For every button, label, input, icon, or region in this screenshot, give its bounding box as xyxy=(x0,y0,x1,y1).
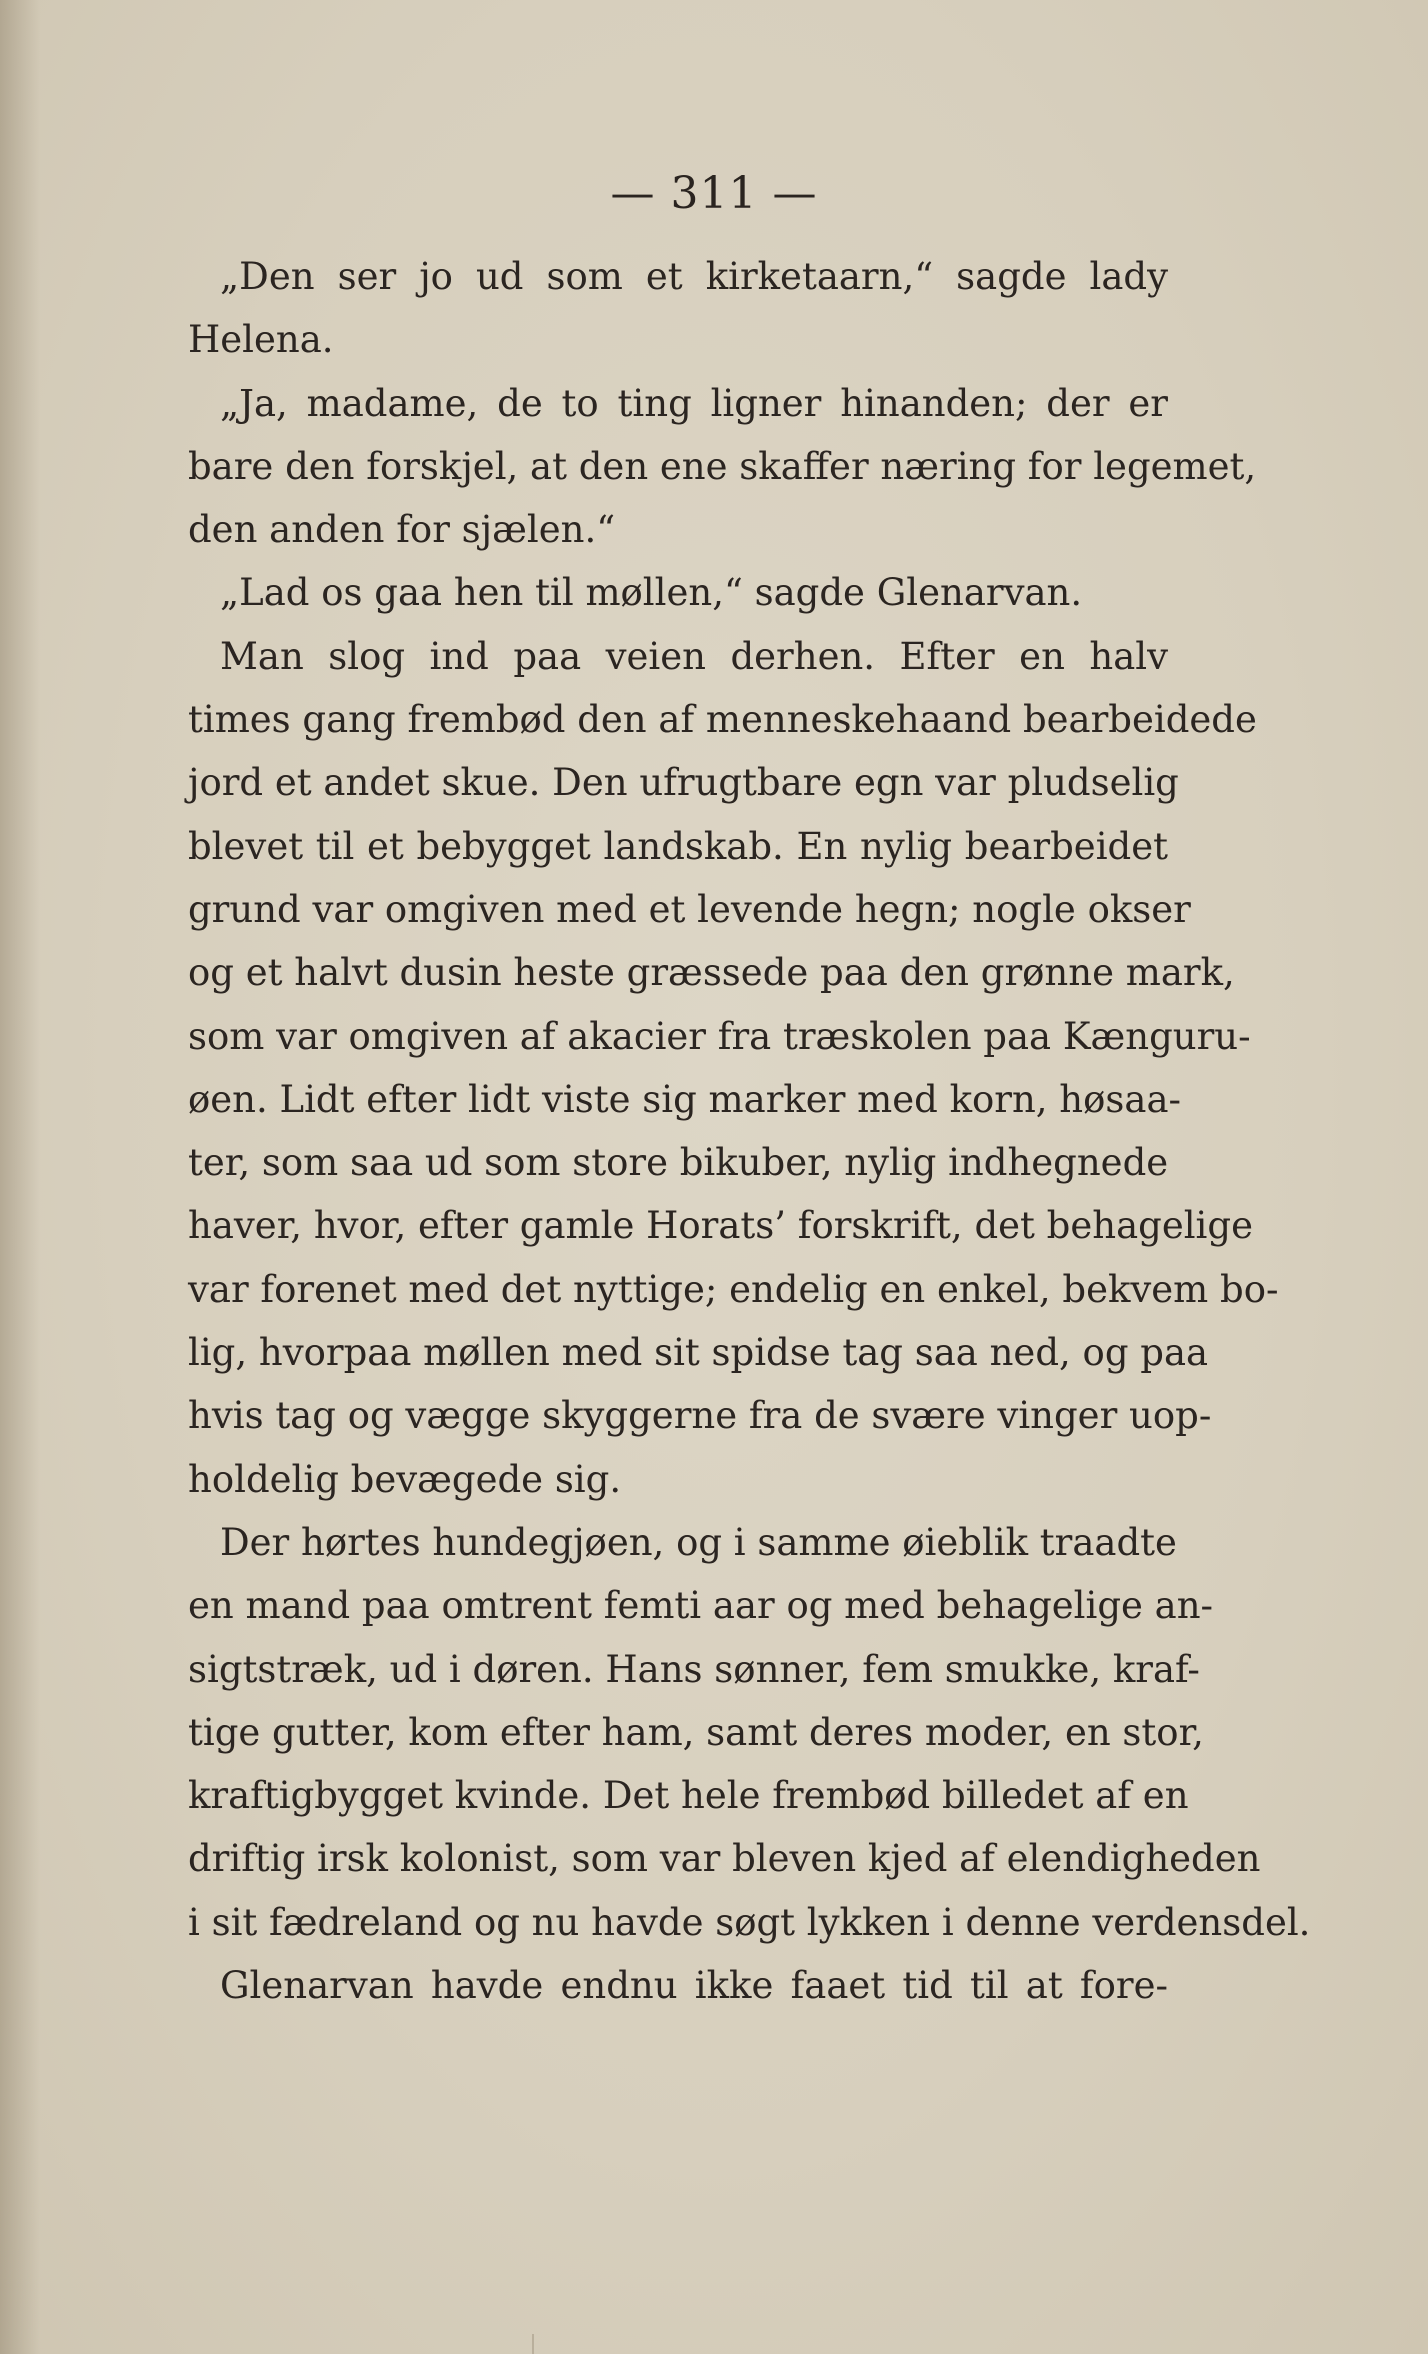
text-line: kraftigbygget kvinde. Det hele frembød billedet af en xyxy=(188,1774,1189,1818)
text-line: „Ja, madame, de to ting ligner hinanden; der er xyxy=(220,381,1168,425)
text-line: sigtstræk, ud i døren. Hans sønner, fem smukke, kraf- xyxy=(188,1647,1200,1691)
page-number: — 311 — xyxy=(610,168,818,219)
body-text xyxy=(188,245,1311,2017)
page-spine-shadow xyxy=(0,0,40,2354)
paper-edge-mark xyxy=(532,2334,534,2354)
text-line: Der hørtes hundegjøen, og i samme øieblik traadte xyxy=(220,1520,1177,1564)
text-line: øen. Lidt efter lidt viste sig marker med korn, høsaa- xyxy=(188,1077,1182,1121)
text-line: den anden for sjælen.“ xyxy=(188,508,616,552)
text-line: haver, hvor, efter gamle Horats’ forskrift, det behagelige xyxy=(188,1204,1253,1248)
text-line: „Lad os gaa hen til møllen,“ sagde Glenarvan. xyxy=(220,571,1083,615)
text-line: Glenarvan havde endnu ikke faaet tid til at fore- xyxy=(220,1964,1168,2008)
text-line: blevet til et bebygget landskab. En nylig bearbeidet xyxy=(188,824,1168,868)
text-line: tige gutter, kom efter ham, samt deres moder, en stor, xyxy=(188,1710,1204,1754)
text-line: ter, som saa ud som store bikuber, nylig indhegnede xyxy=(188,1141,1169,1185)
text-line: i sit fædreland og nu havde søgt lykken i denne verdensdel. xyxy=(188,1900,1311,1944)
text-line: og et halvt dusin heste græssede paa den grønne mark, xyxy=(188,951,1235,995)
text-line: jord et andet skue. Den ufrugtbare egn var pludselig xyxy=(188,761,1179,805)
text-line: driftig irsk kolonist, som var bleven kjed af elendigheden xyxy=(188,1837,1261,1881)
text-line: times gang frembød den af menneskehaand bearbeidede xyxy=(188,698,1257,742)
text-line: lig, hvorpaa møllen med sit spidse tag saa ned, og paa xyxy=(188,1331,1209,1375)
text-line: Man slog ind paa veien derhen. Efter en halv xyxy=(220,634,1168,678)
text-line: grund var omgiven med et levende hegn; nogle okser xyxy=(188,887,1191,931)
text-line: holdelig bevægede sig. xyxy=(188,1457,622,1501)
text-line: Helena. xyxy=(188,318,334,362)
text-line: „Den ser jo ud som et kirketaarn,“ sagde lady xyxy=(220,255,1168,298)
text-line: bare den forskjel, at den ene skaffer næring for legemet, xyxy=(188,444,1257,488)
text-line: hvis tag og vægge skyggerne fra de svære vinger uop- xyxy=(188,1394,1212,1438)
text-line: var forenet med det nyttige; endelig en enkel, bekvem bo- xyxy=(188,1267,1279,1311)
text-line: som var omgiven af akacier fra træskolen paa Kænguru- xyxy=(188,1014,1251,1058)
text-line: en mand paa omtrent femti aar og med behagelige an- xyxy=(188,1584,1214,1628)
